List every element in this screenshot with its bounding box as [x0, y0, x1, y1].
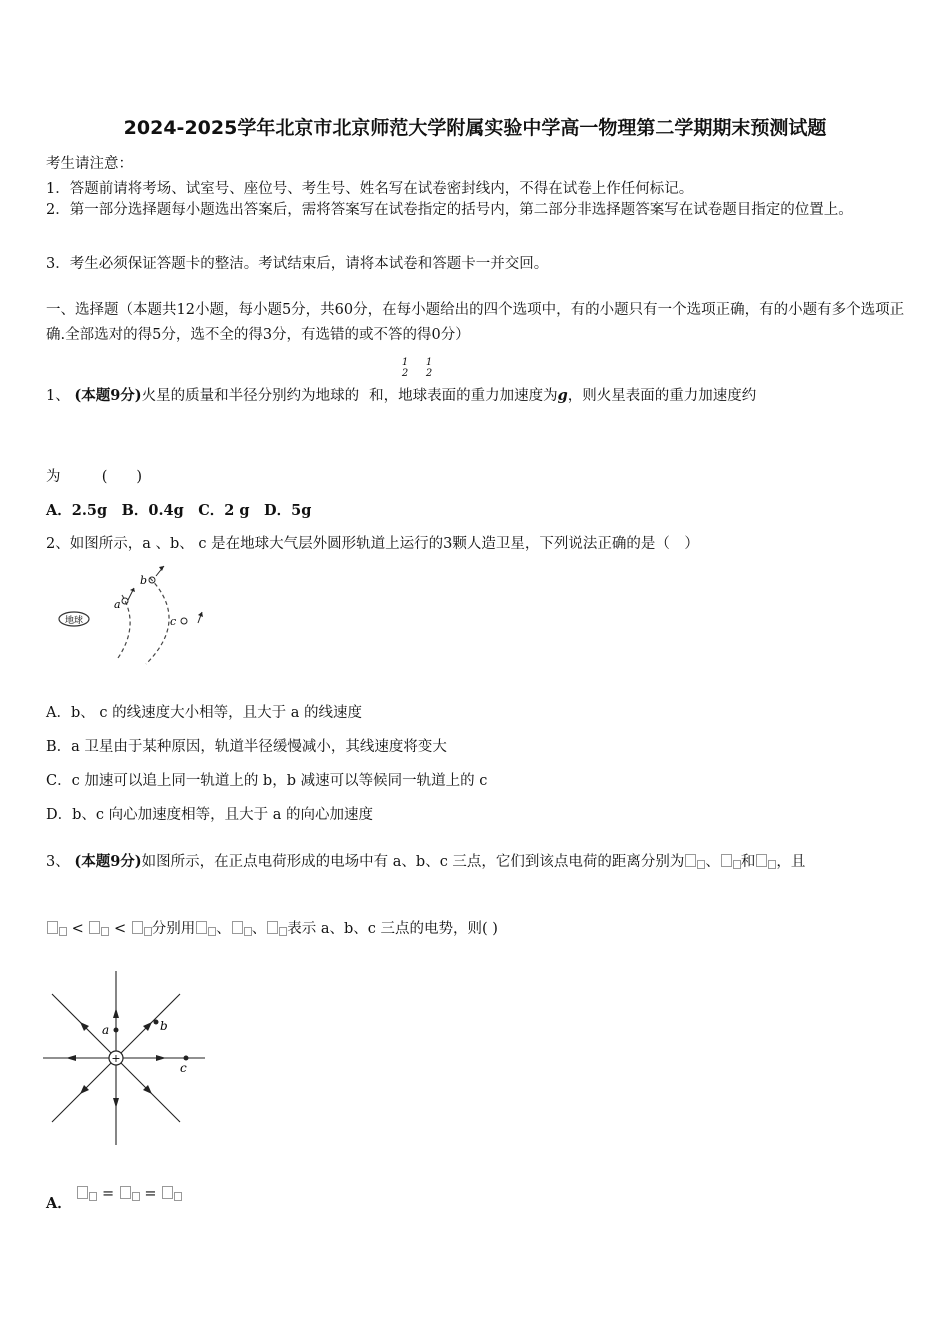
- label-b: b: [160, 1019, 168, 1033]
- q1-text-a: 火星的质量和半径分别约为地球的: [141, 388, 360, 404]
- notice-item-2: 2．第一部分选择题每小题选出答案后，需将答案写在试卷指定的括号内，第二部分非选择题答案写在试卷题目指定的位置上。: [46, 202, 853, 218]
- section-heading: 一、选择题（本题共12小题，每小题5分，共60分，在每小题给出的四个选项中，有的小题只有一个选项正确，有的小题有多个选项正确.全部选对的得5分，选不全的得3分，有选错的或不答的得0分）: [46, 302, 905, 343]
- satellite-a: [122, 598, 128, 604]
- q1-line2: 为: [46, 469, 61, 485]
- q1-g: g: [557, 387, 568, 404]
- q3-stem: [46, 850, 805, 871]
- q1-stem-line2: [46, 465, 142, 486]
- label-a: a: [114, 598, 121, 611]
- q3-figure: [40, 968, 210, 1148]
- q2-option-d: D．b、c 向心加速度相等，且大于 a 的向心加速度: [46, 807, 373, 823]
- q3-and: 和: [740, 854, 756, 870]
- q1-number: 1、: [46, 388, 70, 404]
- page-title: 2024-2025学年北京市北京师范大学附属实验中学高一物理第二学期期末预测试题: [123, 117, 827, 139]
- q1-options: A．2.5g B．0.4g C．2 g D．5g: [46, 502, 312, 519]
- q3-option-a: [46, 1186, 182, 1213]
- q3-score: (本题9分): [74, 853, 142, 870]
- notice-item-1: 1．答题前请将考场、试室号、座位号、考生号、姓名写在试卷密封线内，不得在试卷上作任何标记。: [46, 181, 694, 197]
- q2-stem: 2、如图所示，a 、b、 c 是在地球大气层外圆形轨道上运行的3颗人造卫星，下列说法正确的是（ ）: [46, 536, 699, 552]
- q1-paren: ( ): [101, 469, 143, 485]
- q1-text-b: ，地球表面的重力加速度为: [383, 388, 558, 404]
- q3-option-a-label: A．: [46, 1195, 72, 1212]
- r-a-symbol: [685, 854, 696, 867]
- q3-text-c: 表示 a、b、c 三点的电势，则: [287, 921, 483, 937]
- q3-stem-line2: < < 分别用 、 、 表示 a、b、c 三点的电势，则( ): [46, 917, 498, 938]
- q3-paren: ( ): [482, 921, 498, 937]
- lt-2: <: [113, 921, 127, 937]
- q3-sep1: 、: [705, 854, 720, 870]
- phi-a-symbol: [196, 921, 207, 934]
- phi-c-symbol: [267, 921, 278, 934]
- q1-frac1: 1 2: [401, 357, 409, 379]
- orbit-bc: [146, 578, 169, 664]
- q1-score: (本题9分): [74, 387, 142, 404]
- q1-and: 和: [369, 388, 384, 404]
- eq-1: =: [101, 1186, 115, 1202]
- q3-text-a: 如图所示，在正点电荷形成的电场中有 a、b、c 三点，它们到该点电荷的距离分别为: [141, 854, 685, 870]
- notice-item-3: 3．考生必须保证答题卡的整洁。考试结束后，请将本试卷和答题卡一并交回。: [46, 256, 549, 272]
- q2-option-a: A．b、 c 的线速度大小相等，且大于 a 的线速度: [46, 705, 362, 721]
- point-c: [184, 1056, 189, 1061]
- q3-comma: ，且: [776, 854, 806, 870]
- lt-1: <: [71, 921, 84, 937]
- q3-number: 3、: [46, 854, 70, 870]
- label-c: c: [180, 1061, 187, 1075]
- r-c-symbol: [756, 854, 767, 867]
- q1-frac2: 1 2: [425, 357, 433, 379]
- charge-sign: +: [111, 1052, 121, 1065]
- r-b-symbol: [721, 854, 732, 867]
- q3-text-b: 分别用: [151, 921, 196, 937]
- eq-2: =: [144, 1186, 157, 1202]
- q2-option-c: C．c 加速可以追上同一轨道上的 b，b 减速可以等候同一轨道上的 c: [46, 773, 488, 789]
- q1-text-c: ，则火星表面的重力加速度约: [567, 388, 757, 404]
- label-c: c: [170, 615, 177, 628]
- q2-figure: [52, 560, 222, 670]
- phi-b-symbol: [232, 921, 243, 934]
- earth-label: 地球: [64, 616, 84, 626]
- point-b: [154, 1020, 159, 1025]
- point-a: [114, 1028, 119, 1033]
- label-b: b: [140, 574, 148, 587]
- q2-option-b: B．a 卫星由于某种原因，轨道半径缓慢减小，其线速度将变大: [46, 739, 447, 755]
- satellite-c: [181, 618, 187, 624]
- notice-heading: 考生请注意：: [46, 156, 133, 172]
- label-a: a: [102, 1023, 110, 1037]
- q1-stem: [46, 384, 756, 405]
